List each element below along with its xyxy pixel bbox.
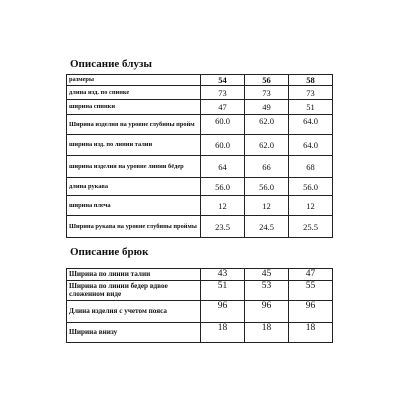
size-54-header: 54 <box>201 75 245 86</box>
cell-value: 62.0 <box>245 135 289 156</box>
row-label: длина рукава <box>67 178 201 196</box>
table-row <box>67 323 333 343</box>
pants-size-table <box>66 268 333 343</box>
cell-value: 43 <box>201 269 245 281</box>
cell-value: 96 <box>245 301 289 323</box>
cell-value: 56.0 <box>289 178 333 196</box>
cell-value: 68 <box>289 156 333 178</box>
cell-value: 73 <box>289 86 333 100</box>
cell-value: 24.5 <box>245 216 289 238</box>
table-row <box>67 269 333 281</box>
table-row <box>67 196 333 216</box>
blouse-header-row <box>67 75 333 86</box>
row-label: длина изд. по спинке <box>67 86 201 100</box>
cell-value: 25.5 <box>289 216 333 238</box>
cell-value: 12 <box>289 196 333 216</box>
sizes-header-label: размеры <box>67 75 201 86</box>
size-58-header: 58 <box>289 75 333 86</box>
cell-value: 64 <box>201 156 245 178</box>
row-label: ширина изд. по линии талии <box>67 135 201 156</box>
table-row <box>67 216 333 238</box>
cell-value: 60.0 <box>201 115 245 135</box>
row-label: Ширина внизу <box>67 323 201 343</box>
cell-value: 60.0 <box>201 135 245 156</box>
cell-value: 55 <box>289 281 333 301</box>
row-label: Ширина рукава на уровне глубины проймы <box>67 216 201 238</box>
table-row <box>67 301 333 323</box>
cell-value: 51 <box>201 281 245 301</box>
cell-value: 49 <box>245 100 289 115</box>
cell-value: 64.0 <box>289 135 333 156</box>
table-row <box>67 86 333 100</box>
table-row <box>67 178 333 196</box>
cell-value: 12 <box>245 196 289 216</box>
cell-value: 62.0 <box>245 115 289 135</box>
row-label: Длина изделия с учетом пояса <box>67 301 201 323</box>
table-row <box>67 156 333 178</box>
size-56-header: 56 <box>245 75 289 86</box>
row-label: ширина изделия на уровне линии бёдер <box>67 156 201 178</box>
cell-value: 18 <box>245 323 289 343</box>
table-row <box>67 115 333 135</box>
row-label: Ширина по линии бедер вдвое сложенном виде <box>67 281 201 301</box>
blouse-size-table <box>66 74 333 238</box>
cell-value: 47 <box>289 269 333 281</box>
cell-value: 23.5 <box>201 216 245 238</box>
blouse-section-title: Описание блузы <box>70 58 152 70</box>
cell-value: 96 <box>289 301 333 323</box>
row-label: Ширина по линии талии <box>67 269 201 281</box>
cell-value: 73 <box>201 86 245 100</box>
cell-value: 18 <box>289 323 333 343</box>
cell-value: 12 <box>201 196 245 216</box>
table-row <box>67 281 333 301</box>
cell-value: 56.0 <box>245 178 289 196</box>
row-label: ширина спинки <box>67 100 201 115</box>
row-label: Ширина изделия на уровне глубины пройм <box>67 115 201 135</box>
cell-value: 51 <box>289 100 333 115</box>
cell-value: 18 <box>201 323 245 343</box>
cell-value: 47 <box>201 100 245 115</box>
cell-value: 66 <box>245 156 289 178</box>
cell-value: 56.0 <box>201 178 245 196</box>
cell-value: 53 <box>245 281 289 301</box>
cell-value: 73 <box>245 86 289 100</box>
table-row <box>67 100 333 115</box>
pants-section-title: Описание брюк <box>70 246 149 258</box>
cell-value: 96 <box>201 301 245 323</box>
cell-value: 64.0 <box>289 115 333 135</box>
row-label: ширина плеча <box>67 196 201 216</box>
table-row <box>67 135 333 156</box>
cell-value: 45 <box>245 269 289 281</box>
